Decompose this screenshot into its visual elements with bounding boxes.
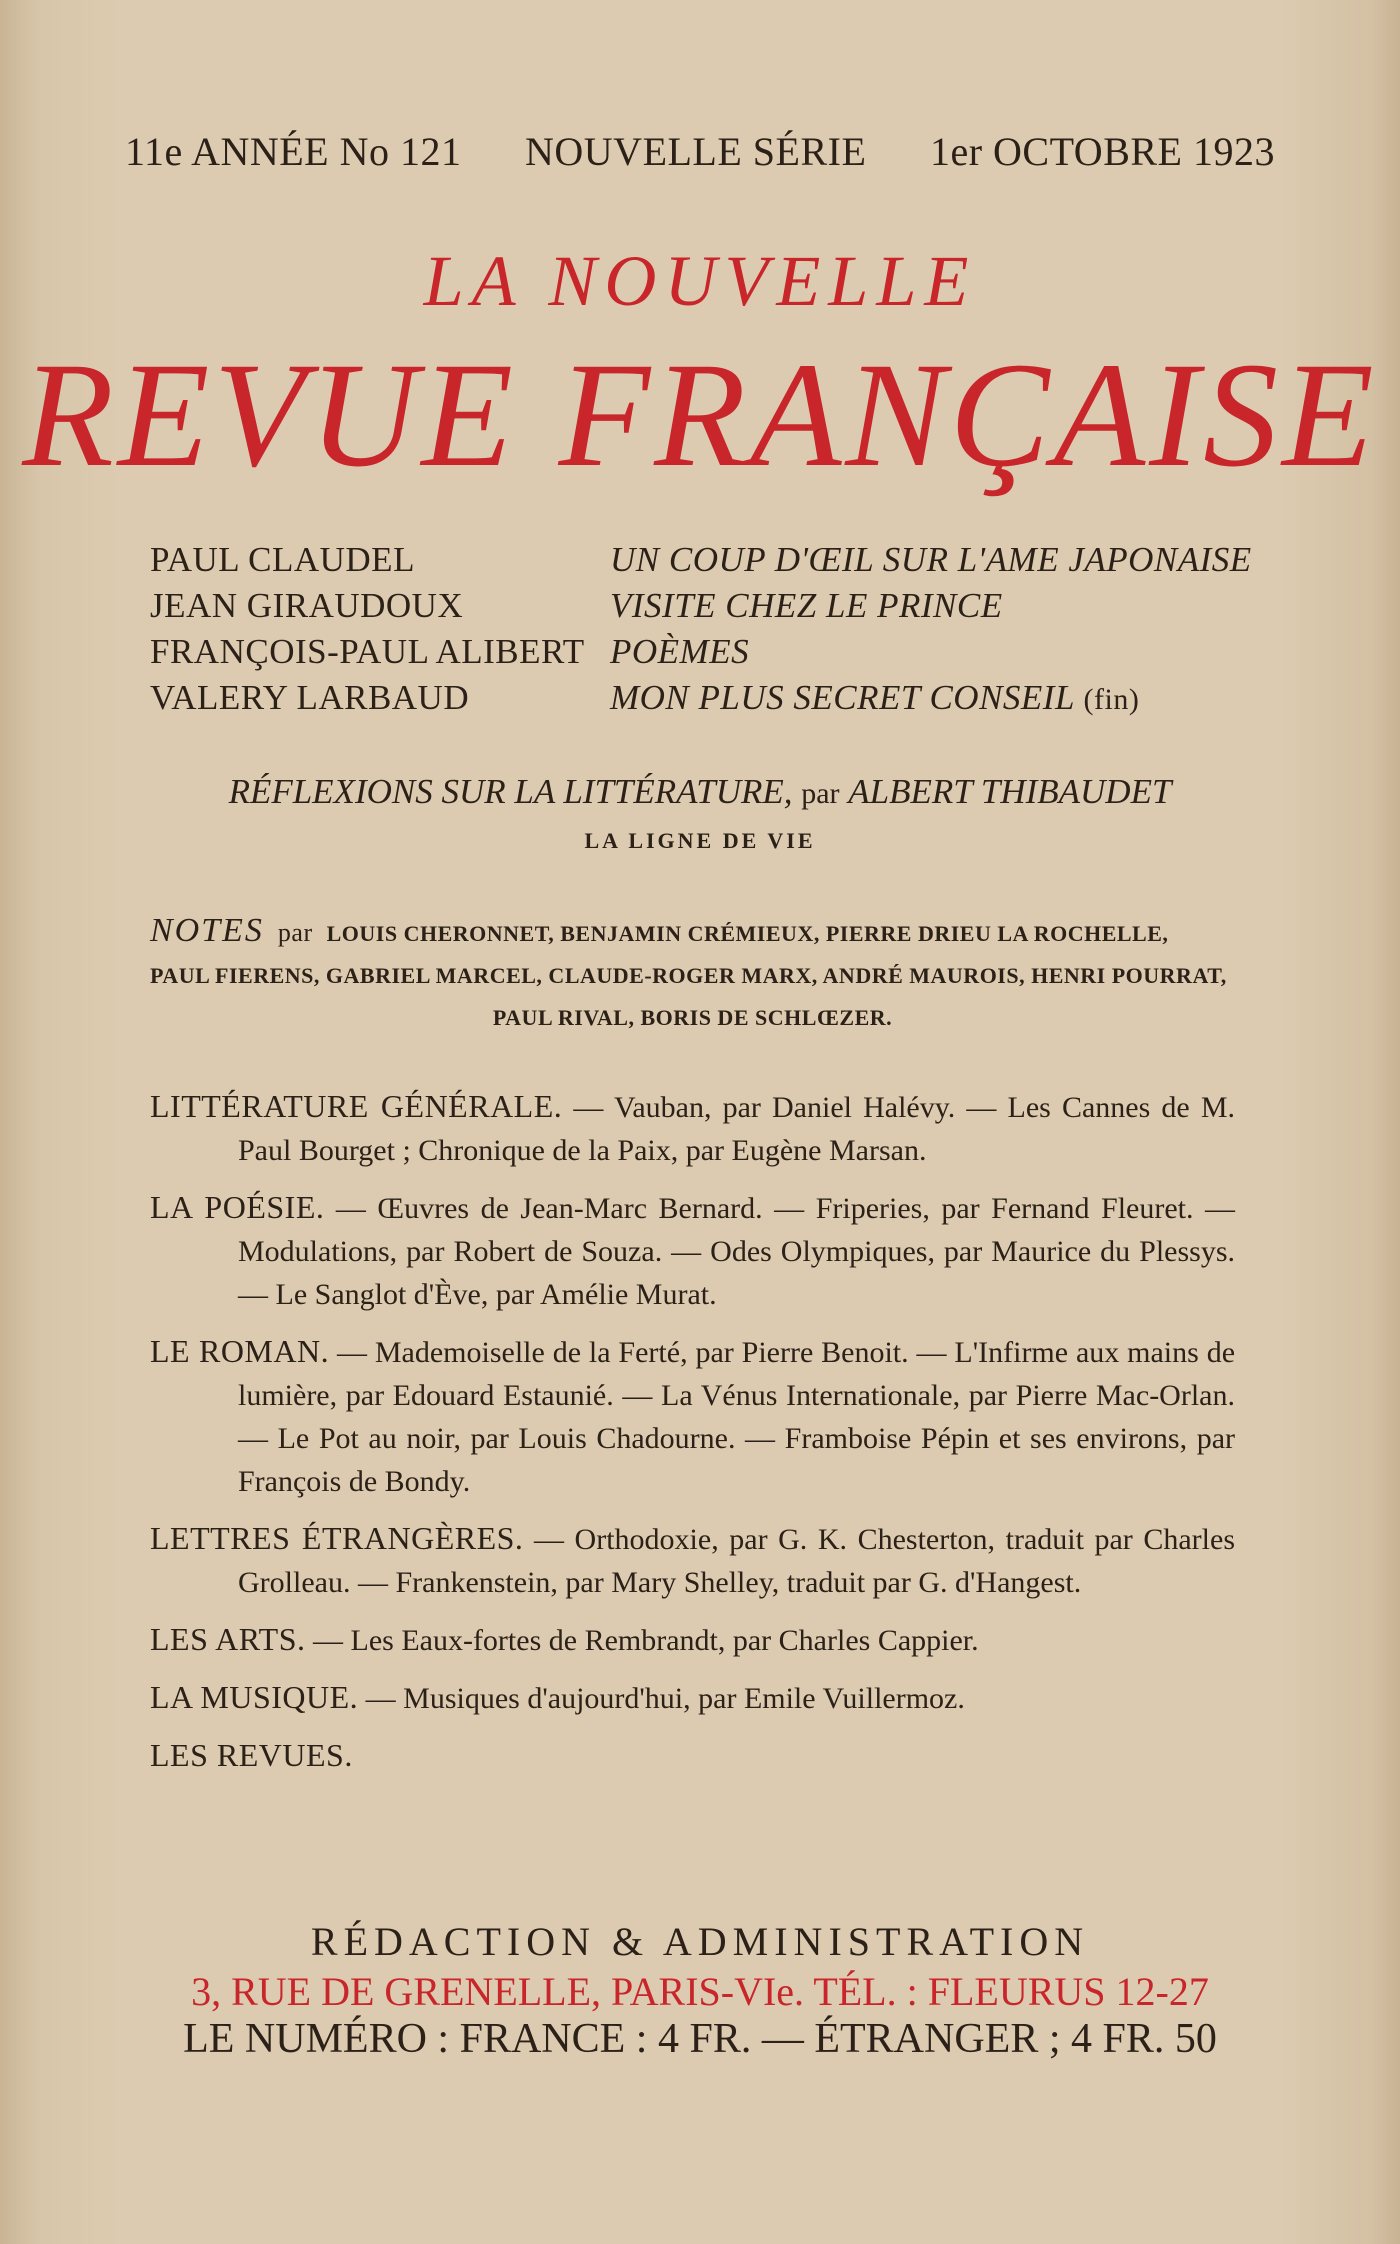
contents-row — [150, 632, 1270, 678]
reflexions-author: ALBERT THIBAUDET — [848, 772, 1172, 811]
section-entry — [150, 1676, 1235, 1720]
contents-suffix: (fin) — [1083, 683, 1140, 716]
issue-header — [125, 128, 1275, 175]
section-head: LA MUSIQUE. — [150, 1679, 359, 1715]
contents-work: UN COUP D'ŒIL SUR L'AME JAPONAISE — [610, 540, 1252, 579]
section-entry — [150, 1330, 1235, 1503]
reflexions-line — [0, 772, 1400, 812]
contents-author: FRANÇOIS-PAUL ALIBERT — [150, 632, 585, 671]
footer-price: LE NUMÉRO : FRANCE : 4 FR. — ÉTRANGER ; 4 FR. 50 — [183, 2016, 1217, 2062]
section-body: — Orthodoxie, par G. K. Chesterton, traduit par Charles Grolleau. — Frankenstein, par Mary Shelley, traduit par G. d'Hangest. — [238, 1523, 1235, 1599]
section-head: LITTÉRATURE GÉNÉRALE. — [150, 1088, 563, 1124]
section-head: LES ARTS. — [150, 1621, 306, 1657]
notes-line-3: PAUL RIVAL, BORIS DE SCHLŒZER. — [492, 1005, 893, 1030]
section-body: — Œuvres de Jean-Marc Bernard. — Friperies, par Fernand Fleuret. — Modulations, par Robert de Souza. — Odes Olympiques, par Maurice du Plessys. — Le Sanglot d'Ève, par Amélie Murat. — [238, 1192, 1236, 1311]
reflexions-title: RÉFLEXIONS SUR LA LITTÉRATURE, — [228, 772, 793, 811]
notes-block — [150, 910, 1235, 1039]
section-head: LE ROMAN. — [150, 1333, 330, 1369]
issue-date: 1er OCTOBRE 1923 — [929, 129, 1275, 174]
contents-work: MON PLUS SECRET CONSEIL (fin) — [610, 678, 1140, 717]
masthead-line-1: LA NOUVELLE — [423, 241, 977, 321]
section-body: — Les Eaux-fortes de Rembrandt, par Charles Cappier. — [305, 1624, 979, 1657]
section-entry — [150, 1085, 1235, 1172]
notes-line-2: PAUL FIERENS, GABRIEL MARCEL, CLAUDE-ROGER MARX, ANDRÉ MAUROIS, HENRI POURRAT, — [150, 963, 1227, 988]
section-entry — [150, 1734, 1235, 1778]
issue-number: 11e ANNÉE No 121 — [125, 129, 462, 174]
notes-label: NOTES — [150, 912, 264, 949]
footer-redaction: RÉDACTION & ADMINISTRATION — [310, 1919, 1090, 1964]
contents-author: VALERY LARBAUD — [150, 678, 470, 717]
section-body: — Vauban, par Daniel Halévy. — Les Cannes de M. Paul Bourget ; Chronique de la Paix, par Eugène Marsan. — [238, 1091, 1235, 1167]
contents-author: PAUL CLAUDEL — [150, 540, 415, 579]
sections-list — [150, 1085, 1235, 1792]
contents-author: JEAN GIRAUDOUX — [150, 586, 464, 625]
section-entry — [150, 1618, 1235, 1662]
section-head: LA POÉSIE. — [150, 1189, 325, 1225]
notes-line-1: LOUIS CHERONNET, BENJAMIN CRÉMIEUX, PIERRE DRIEU LA ROCHELLE, — [326, 921, 1169, 946]
contents-work: VISITE CHEZ LE PRINCE — [610, 586, 1003, 625]
contents-row — [150, 586, 1270, 632]
contents-list — [150, 540, 1270, 724]
series-label: NOUVELLE SÉRIE — [525, 129, 867, 174]
contents-work: POÈMES — [610, 632, 750, 671]
reflexions-par: par — [801, 777, 840, 810]
reflexions-subtitle: LA LIGNE DE VIE — [584, 828, 816, 853]
notes-par: par — [277, 918, 313, 947]
section-head: LETTRES ÉTRANGÈRES. — [150, 1520, 524, 1556]
contents-row — [150, 540, 1270, 586]
section-entry — [150, 1517, 1235, 1604]
section-body: — Musiques d'aujourd'hui, par Emile Vuillermoz. — [358, 1682, 965, 1715]
section-entry — [150, 1186, 1235, 1316]
section-body: — Mademoiselle de la Ferté, par Pierre Benoit. — L'Infirme aux mains de lumière, par Edouard Estaunié. — La Vénus Internationale, par Pierre Mac-Orlan. — Le Pot au noir, par Louis Chadourne. — Framboise Pépin et ses environs, par François de Bondy. — [238, 1336, 1236, 1498]
section-head: LES REVUES. — [150, 1737, 353, 1773]
footer-address: 3, RUE DE GRENELLE, PARIS-VIe. TÉL. : FLEURUS 12-27 — [191, 1969, 1209, 2014]
masthead-line-2: REVUE FRANÇAISE — [22, 332, 1378, 498]
contents-row — [150, 678, 1270, 724]
